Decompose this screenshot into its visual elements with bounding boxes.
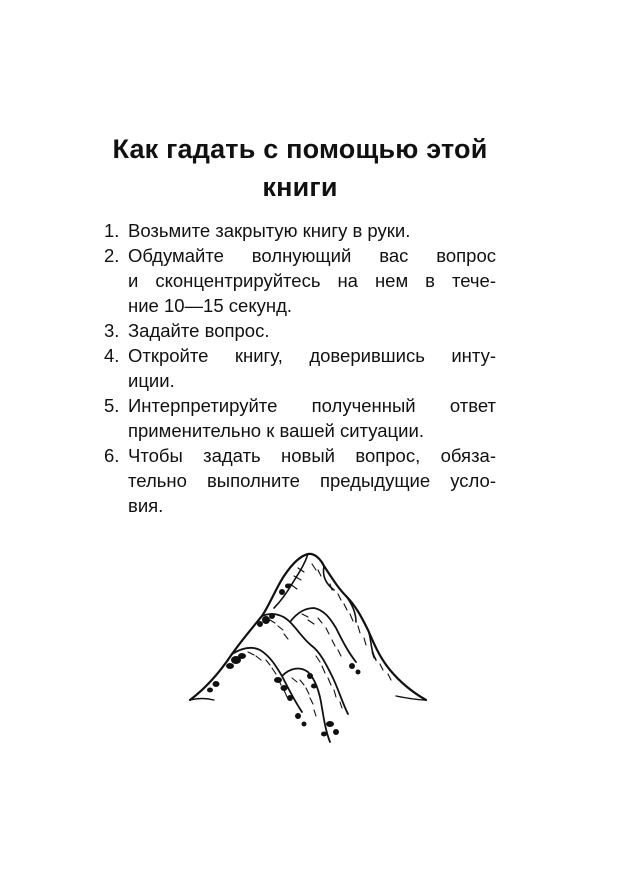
mountain-icon xyxy=(186,548,434,748)
step-text-line: ние 10—15 секунд. xyxy=(128,295,293,316)
step-text-line: применительно к вашей ситуации. xyxy=(128,420,424,441)
instruction-step-3 xyxy=(104,318,496,343)
step-text-line: тельно выполните предыдущие усло- xyxy=(128,470,496,491)
step-text-line: Возьмите закрытую книгу в руки. xyxy=(128,220,411,241)
step-text-line: Интерпретируйте полученный ответ xyxy=(128,395,496,416)
step-text xyxy=(128,243,496,318)
step-number: 2. xyxy=(104,245,120,266)
instruction-step-6 xyxy=(104,443,496,518)
step-text xyxy=(128,393,496,443)
instruction-step-4 xyxy=(104,343,496,393)
step-number: 3. xyxy=(104,320,120,341)
step-text xyxy=(128,443,496,518)
step-text-line: вия. xyxy=(128,495,164,516)
page-title xyxy=(100,130,500,206)
page-title-line-2: книги xyxy=(262,172,338,202)
step-number: 4. xyxy=(104,345,120,366)
step-text-line: Обдумайте волнующий вас вопрос xyxy=(128,245,496,266)
page-title-line-1: Как гадать с помощью этой xyxy=(112,134,488,164)
instruction-list xyxy=(104,218,496,518)
step-number: 5. xyxy=(104,395,120,416)
step-text-line: иции. xyxy=(128,370,175,391)
step-number: 1. xyxy=(104,220,120,241)
instruction-step-2 xyxy=(104,243,496,318)
step-text-line: Задайте вопрос. xyxy=(128,320,270,341)
step-number: 6. xyxy=(104,445,120,466)
step-text xyxy=(128,218,496,243)
step-text xyxy=(128,318,496,343)
instruction-step-1 xyxy=(104,218,496,243)
step-text xyxy=(128,343,496,393)
step-text-line: Чтобы задать новый вопрос, обяза- xyxy=(128,445,496,466)
step-text-line: и сконцентрируйтесь на нем в тече- xyxy=(128,270,496,291)
instruction-step-5 xyxy=(104,393,496,443)
step-text-line: Откройте книгу, доверившись инту- xyxy=(128,345,496,366)
